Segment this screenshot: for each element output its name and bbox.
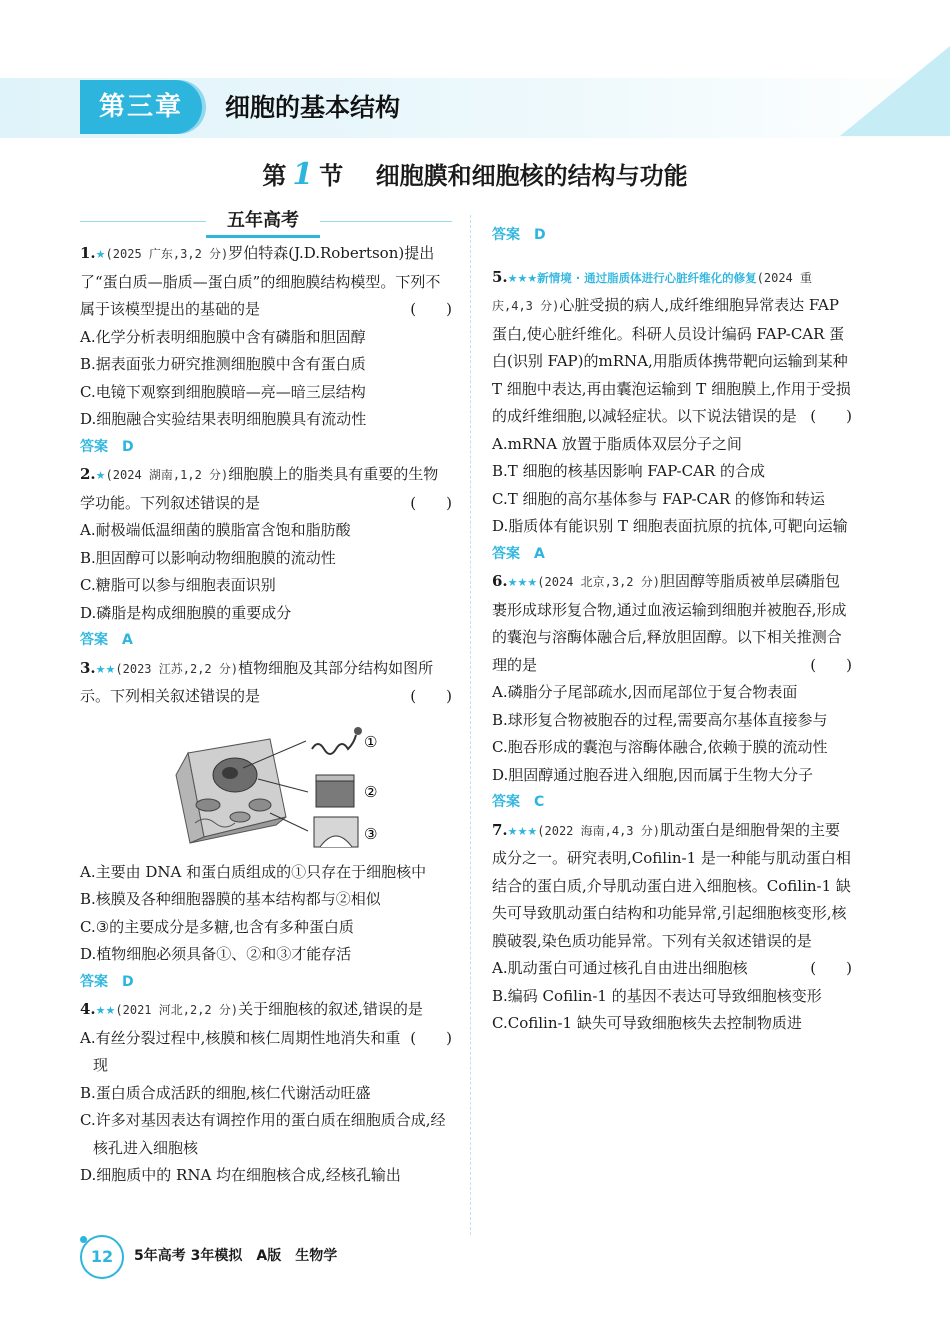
answer-paren: ( ) (810, 407, 852, 425)
question-number: 7. (492, 820, 508, 839)
option-c: C.电镜下观察到细胞膜暗—亮—暗三层结构 (80, 382, 366, 401)
difficulty-stars: ★★ (95, 1004, 116, 1017)
question-2 (80, 461, 452, 655)
answer-label: 答案 (80, 438, 108, 455)
answer-line (80, 434, 452, 462)
answer-line (80, 627, 452, 655)
book-title: 5年高考 3年模拟 A版 生物学 (134, 1248, 338, 1264)
answer-paren: ( ) (410, 687, 452, 705)
plant-cell-illustration (80, 713, 452, 855)
difficulty-stars: ★★★ (507, 576, 538, 589)
option-a: A.耐极端低温细菌的膜脂富含饱和脂肪酸 (80, 521, 351, 539)
figure-label-3: ③ (364, 824, 378, 843)
section-prefix: 第 (262, 161, 287, 190)
chapter-title: 细胞的基本结构 (225, 93, 401, 122)
question-source: (2023 江苏,2,2 分) (115, 661, 239, 676)
section-title (0, 156, 950, 192)
figure-label-1: ① (364, 732, 378, 751)
answer-line-q4 (492, 222, 852, 250)
option-c: C.③的主要成分是多糖,也含有多种蛋白质 (80, 917, 354, 936)
option-d: D.磷脂是构成细胞膜的重要成分 (80, 603, 292, 622)
option-d: D.脂质体有能识别 T 细胞表面抗原的抗体,可靶向运输 (492, 517, 848, 535)
question-source: (2024 湖南,1,2 分) (105, 468, 229, 482)
option-b: B.T 细胞的核基因影响 FAP-CAR 的合成 (492, 462, 765, 480)
question-stem: 肌动蛋白是细胞骨架的主要成分之一。研究表明,Cofilin-1 是一种能与肌动蛋白相结合的蛋白质,介导肌动蛋白进入细胞核。Cofilin-1 缺失可导致肌动蛋白结构和功能异常,引起细胞核变形,核膜破裂,染色质功能异常。下列有关叙述错误的是 (492, 820, 851, 950)
difficulty-stars: ★★★ (507, 271, 538, 285)
answer-line (492, 789, 852, 817)
page-number-dot (80, 1236, 87, 1243)
question-source: (2022 海南,4,3 分) (537, 823, 660, 838)
answer-key: A (122, 632, 133, 648)
option-c: C.胞吞形成的囊泡与溶酶体融合,依赖于膜的流动性 (492, 738, 828, 756)
question-number: 6. (492, 572, 508, 590)
option-d: D.细胞质中的 RNA 均在细胞核合成,经核孔输出 (80, 1166, 401, 1184)
question-7 (492, 817, 852, 1038)
question-number: 1. (80, 244, 96, 262)
answer-label: 答案 (80, 973, 108, 990)
answer-paren: ( ) (410, 1028, 452, 1047)
answer-label: 答案 (80, 632, 108, 648)
answer-label: 答案 (492, 794, 520, 810)
question-number: 3. (80, 658, 96, 677)
answer-line (492, 541, 852, 569)
question-3 (80, 655, 452, 997)
option-c: C.T 细胞的高尔基体参与 FAP-CAR 的修饰和转运 (492, 489, 825, 508)
left-column (80, 240, 452, 1190)
option-b: B.编码 Cofilin-1 的基因不表达可导致细胞核变形 (492, 986, 822, 1005)
question-stem: 心脏受损的病人,成纤维细胞异常表达 FAP 蛋白,使心脏纤维化。科研人员设计编码 FAP-CAR 蛋白(识别 FAP)的mRNA,用脂质体携带靶向运输到某种 T 细胞中表达,再由囊泡运输到 T 细胞膜上,作用于受损的成纤维细胞,以减轻症状。以下说法错误的是 (492, 296, 851, 425)
answer-key: D (534, 227, 546, 243)
option-a: A.化学分析表明细胞膜中含有磷脂和胆固醇 (80, 327, 366, 346)
answer-paren: ( ) (810, 959, 852, 977)
question-number: 5. (492, 267, 508, 286)
figure-label-2: ② (364, 782, 378, 801)
difficulty-stars: ★★ (95, 662, 116, 676)
option-b: B.据表面张力研究推测细胞膜中含有蛋白质 (80, 355, 366, 373)
question-stem: 胆固醇等脂质被单层磷脂包裹形成球形复合物,通过血液运输到细胞并被胞吞,形成的囊泡与溶酶体融合后,释放胆固醇。以下相关推测合理的是 (492, 572, 847, 674)
right-column (492, 208, 852, 1038)
answer-paren: ( ) (810, 655, 852, 674)
plant-cell-figure (80, 713, 452, 855)
option-a: A.有丝分裂过程中,核膜和核仁周期性地消失和重现 (80, 1028, 401, 1074)
question-stem: 细胞膜上的脂类具有重要的生物学功能。下列叙述错误的是 (80, 465, 439, 512)
question-number: 4. (80, 1000, 96, 1018)
answer-label: 答案 (492, 227, 520, 243)
option-b: B.核膜及各种细胞器膜的基本结构都与②相似 (80, 890, 381, 908)
five-years-label: 五年高考 (206, 207, 320, 238)
column-divider (470, 215, 471, 1235)
question-number: 2. (80, 465, 96, 483)
new-context-badge: 新情境 · 通过脂质体进行心脏纤维化的修复 (537, 270, 757, 285)
question-5 (492, 264, 852, 569)
page-number: 12 (80, 1235, 124, 1279)
question-source: (2025 广东,3,2 分) (105, 247, 229, 261)
question-stem: 植物细胞及其部分结构如图所示。下列相关叙述错误的是 (80, 658, 434, 705)
header-corner-decoration (840, 46, 950, 136)
question-source: (2021 河北,2,2 分) (115, 1003, 239, 1017)
question-source: (2024 北京,3,2 分) (537, 575, 660, 589)
option-a: A.mRNA 放置于脂质体双层分子之间 (492, 434, 742, 453)
option-c: C.Cofilin-1 缺失可导致细胞核失去控制物质进 (492, 1014, 802, 1032)
option-b: B.球形复合物被胞吞的过程,需要高尔基体直接参与 (492, 710, 828, 729)
option-b: B.蛋白质合成活跃的细胞,核仁代谢活动旺盛 (80, 1083, 371, 1102)
option-d: D.植物细胞必须具备①、②和③才能存活 (80, 945, 352, 963)
section-number: 1 (292, 157, 314, 192)
question-stem: 关于细胞核的叙述,错误的是 (238, 1000, 423, 1018)
answer-paren: ( ) (410, 493, 452, 512)
difficulty-stars: ★ (95, 248, 106, 261)
chapter-tab: 第三章 (80, 80, 202, 134)
question-1 (80, 240, 452, 461)
question-6 (492, 568, 852, 817)
difficulty-stars: ★ (95, 469, 106, 482)
answer-line (80, 969, 452, 997)
section-title-text: 细胞膜和细胞核的结构与功能 (375, 161, 688, 190)
answer-key: D (122, 973, 134, 990)
question-stem: 罗伯特森(J.D.Robertson)提出了“蛋白质—脂质—蛋白质”的细胞膜结构模型。下列不属于该模型提出的基础的是 (80, 244, 441, 318)
option-d: D.细胞融合实验结果表明细胞膜具有流动性 (80, 410, 367, 428)
question-source: (2024 重庆,4,3 分) (492, 270, 812, 313)
option-d: D.胆固醇通过胞吞进入细胞,因而属于生物大分子 (492, 765, 814, 784)
difficulty-stars: ★★★ (507, 824, 538, 838)
answer-key: A (534, 545, 545, 562)
option-b: B.胆固醇可以影响动物细胞膜的流动性 (80, 548, 336, 567)
answer-paren: ( ) (410, 300, 452, 318)
answer-key: C (534, 794, 545, 810)
option-c: C.糖脂可以参与细胞表面识别 (80, 576, 276, 594)
option-a: A.肌动蛋白可通过核孔自由进出细胞核 (492, 959, 748, 977)
option-a: A.磷脂分子尾部疏水,因而尾部位于复合物表面 (492, 683, 798, 701)
answer-key: D (122, 438, 134, 455)
option-a: A.主要由 DNA 和蛋白质组成的①只存在于细胞核中 (80, 862, 427, 881)
question-4 (80, 996, 452, 1190)
section-suffix: 节 (319, 161, 344, 190)
option-c: C.许多对基因表达有调控作用的蛋白质在细胞质合成,经核孔进入细胞核 (80, 1111, 446, 1157)
answer-label: 答案 (492, 545, 520, 562)
